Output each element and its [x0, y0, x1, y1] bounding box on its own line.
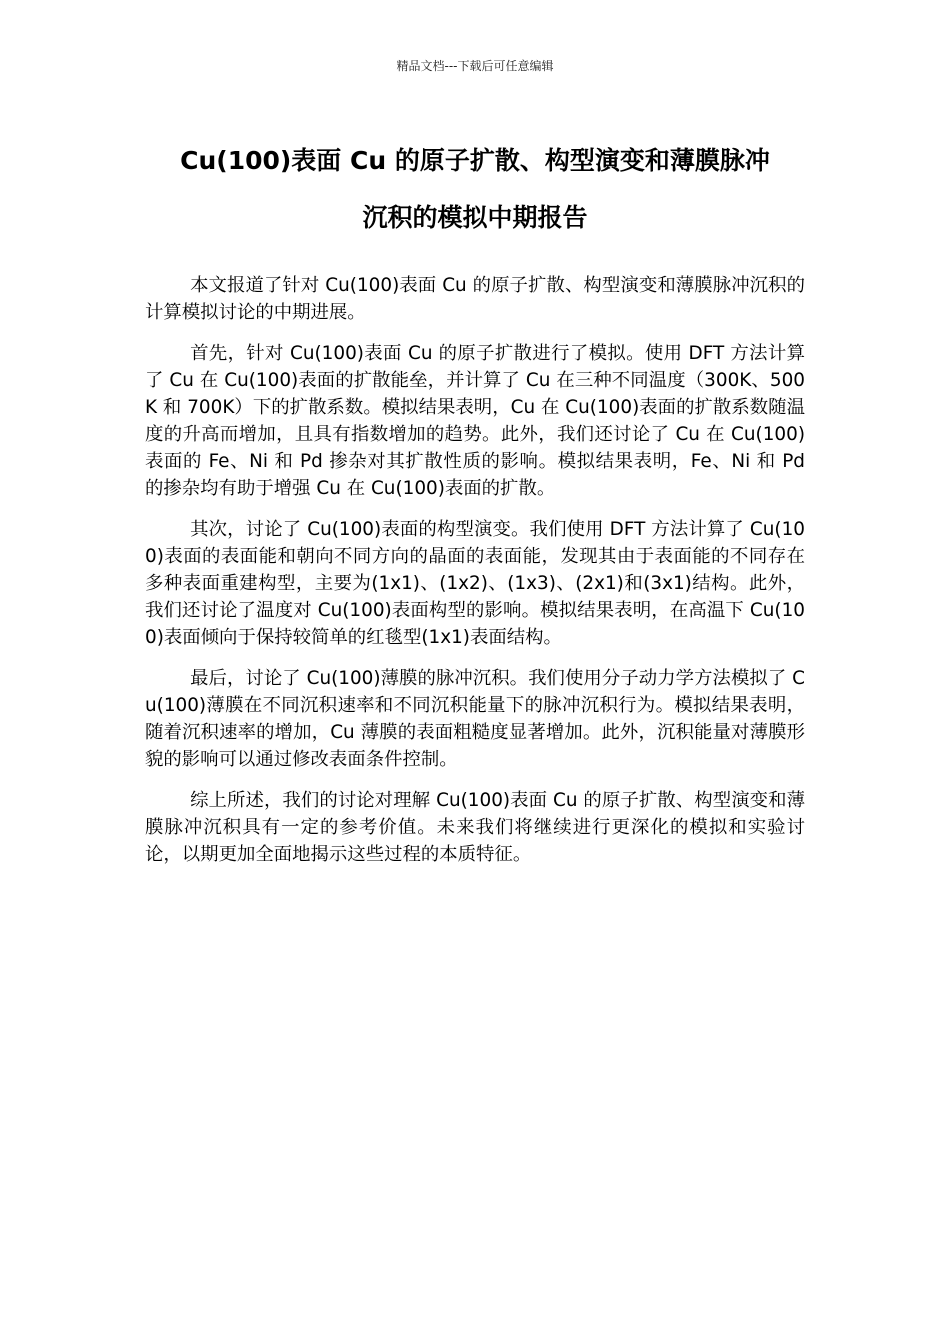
- page-header: 精品文档---下载后可任意编辑: [396, 59, 554, 73]
- paragraph-pulsed-deposition: 最后，讨论了 Cu(100)薄膜的脉冲沉积。我们使用分子动力学方法模拟了 Cu(100)薄膜在不同沉积速率和不同沉积能量下的脉冲沉积行为。模拟结果表明，随着沉积速率的增加，Cu 薄膜的表面粗糙度显著增加。此外，沉积能量对薄膜形貌的影响可以通过修改表面条件控制。: [145, 668, 805, 770]
- paragraph-configuration-evolution: 其次，讨论了 Cu(100)表面的构型演变。我们使用 DFT 方法计算了 Cu(100)表面的表面能和朝向不同方向的晶面的表面能，发现其由于表面能的不同存在多种表面重建构型，主要为(1x1)、(1x2)、(1x3)、(2x1)和(3x1)结构。此外，我们还讨论了温度对 Cu(100)表面构型的影响。模拟结果表明，在高温下 Cu(100)表面倾向于保持较简单的红毯型(1x1)表面结构。: [145, 519, 805, 648]
- paragraph-conclusion: 综上所述，我们的讨论对理解 Cu(100)表面 Cu 的原子扩散、构型演变和薄膜脉冲沉积具有一定的参考价值。未来我们将继续进行更深化的模拟和实验讨论，以期更加全面地揭示这些过程的本质特征。: [145, 790, 805, 865]
- document-body: [145, 272, 805, 882]
- paragraph-intro: 本文报道了针对 Cu(100)表面 Cu 的原子扩散、构型演变和薄膜脉冲沉积的计算模拟讨论的中期进展。: [145, 275, 805, 323]
- document-title-line-1: Cu(100)表面 Cu 的原子扩散、构型演变和薄膜脉冲: [180, 146, 770, 175]
- paragraph-atomic-diffusion: 首先，针对 Cu(100)表面 Cu 的原子扩散进行了模拟。使用 DFT 方法计算了 Cu 在 Cu(100)表面的扩散能垒，并计算了 Cu 在三种不同温度（300K、500K 和 700K）下的扩散系数。模拟结果表明，Cu 在 Cu(100)表面的扩散系数随温度的升高而增加，且具有指数增加的趋势。此外，我们还讨论了 Cu 在 Cu(100)表面的 Fe、Ni 和 Pd 掺杂对其扩散性质的影响。模拟结果表明，Fe、Ni 和 Pd 的掺杂均有助于增强 Cu 在 Cu(100)表面的扩散。: [145, 343, 805, 499]
- document-title: [140, 132, 810, 246]
- document-title-line-2: 沉积的模拟中期报告: [362, 203, 588, 232]
